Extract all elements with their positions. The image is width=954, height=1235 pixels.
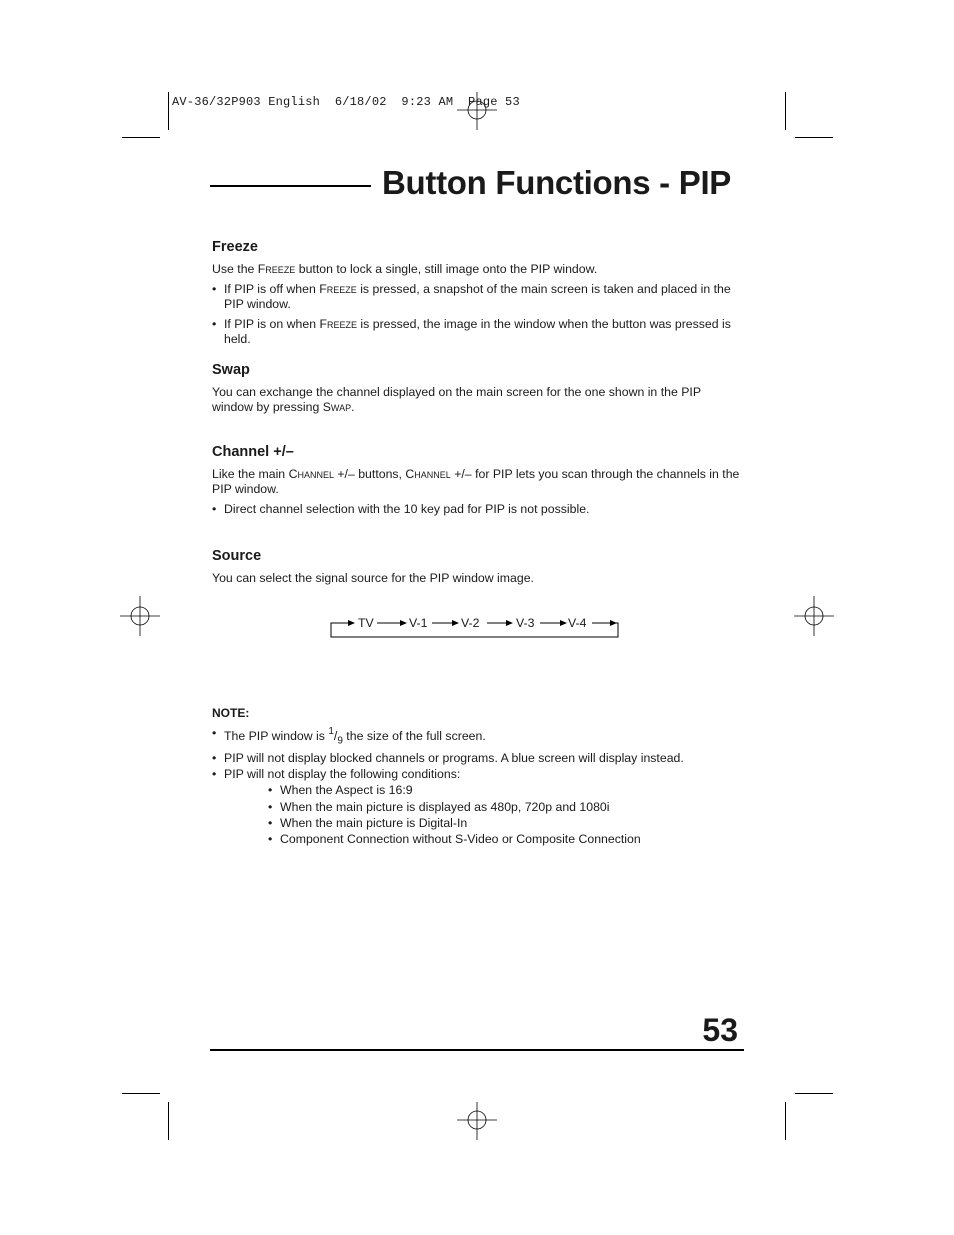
crop-mark: [122, 1093, 160, 1094]
note-heading: NOTE:: [212, 706, 250, 720]
paragraph: You can select the signal source for the PIP window image.: [212, 571, 534, 585]
section-source: [212, 549, 742, 586]
section-heading: Swap: [212, 362, 250, 378]
crop-mark: [168, 1102, 169, 1140]
crop-mark: [122, 137, 160, 138]
section-heading: Source: [212, 548, 262, 564]
print-slug: AV-36/32P903 English 6/18/02 9:23 AM Page 53: [172, 95, 520, 109]
bullet-list: [212, 502, 742, 517]
flow-label-tv: TV: [358, 616, 374, 630]
list-item: • PIP will not display the following conditions:: [212, 766, 752, 782]
crop-mark: [795, 137, 833, 138]
paragraph: Use the Freeze button to lock a single, still image onto the PIP window.: [212, 262, 598, 276]
flow-label-v3: V-3: [516, 616, 535, 630]
page-title: Button Functions - PIP: [382, 164, 732, 201]
list-item: • The PIP window is $^1/_9$ the size of the full screen.: [212, 725, 752, 750]
crop-mark: [795, 1093, 833, 1094]
paragraph: Like the main Channel +/– buttons, Channel +/– for PIP lets you scan through the channels in the PIP window.: [212, 467, 740, 496]
section-freeze: [212, 240, 742, 347]
footer-rule: [210, 1049, 744, 1051]
section-heading: Channel +/–: [212, 444, 294, 460]
list-item: • If PIP is on when Freeze is pressed, the image in the window when the button was pressed is held.: [212, 317, 742, 347]
list-item: • Component Connection without S-Video or Composite Connection: [268, 831, 752, 847]
list-item: • When the Aspect is 16:9: [268, 782, 752, 798]
source-cycle-diagram: [330, 613, 620, 639]
note-sublist: [268, 782, 752, 847]
flow-label-v1: V-1: [409, 616, 428, 630]
flow-label-v2: V-2: [461, 616, 480, 630]
list-item: • If PIP is off when Freeze is pressed, a snapshot of the main screen is taken and placed in the PIP window.: [212, 282, 742, 312]
flow-label-v4: V-4: [568, 616, 587, 630]
crop-mark: [785, 1102, 786, 1140]
crop-mark: [785, 92, 786, 130]
list-item: • Direct channel selection with the 10 key pad for PIP is not possible.: [212, 502, 742, 517]
registration-mark-right: [794, 596, 834, 636]
list-item: • When the main picture is displayed as 480p, 720p and 1080i: [268, 799, 752, 815]
section-heading: Freeze: [212, 239, 258, 255]
registration-mark-bottom: [457, 1102, 497, 1142]
crop-mark: [168, 92, 169, 130]
page-number: 53: [702, 1012, 738, 1048]
section-channel: [212, 445, 742, 517]
main-content: [212, 240, 742, 586]
paragraph: You can exchange the channel displayed on the main screen for the one shown in the PIP window by pressing Swap.: [212, 385, 701, 414]
list-item: • When the main picture is Digital-In: [268, 815, 752, 831]
list-item: • PIP will not display blocked channels or programs. A blue screen will display instead.: [212, 750, 752, 766]
title-rule: [210, 185, 371, 187]
section-swap: [212, 363, 742, 415]
note-box: [212, 705, 752, 847]
bullet-list: [212, 282, 742, 347]
registration-mark-left: [120, 596, 160, 636]
note-list: [212, 725, 752, 782]
